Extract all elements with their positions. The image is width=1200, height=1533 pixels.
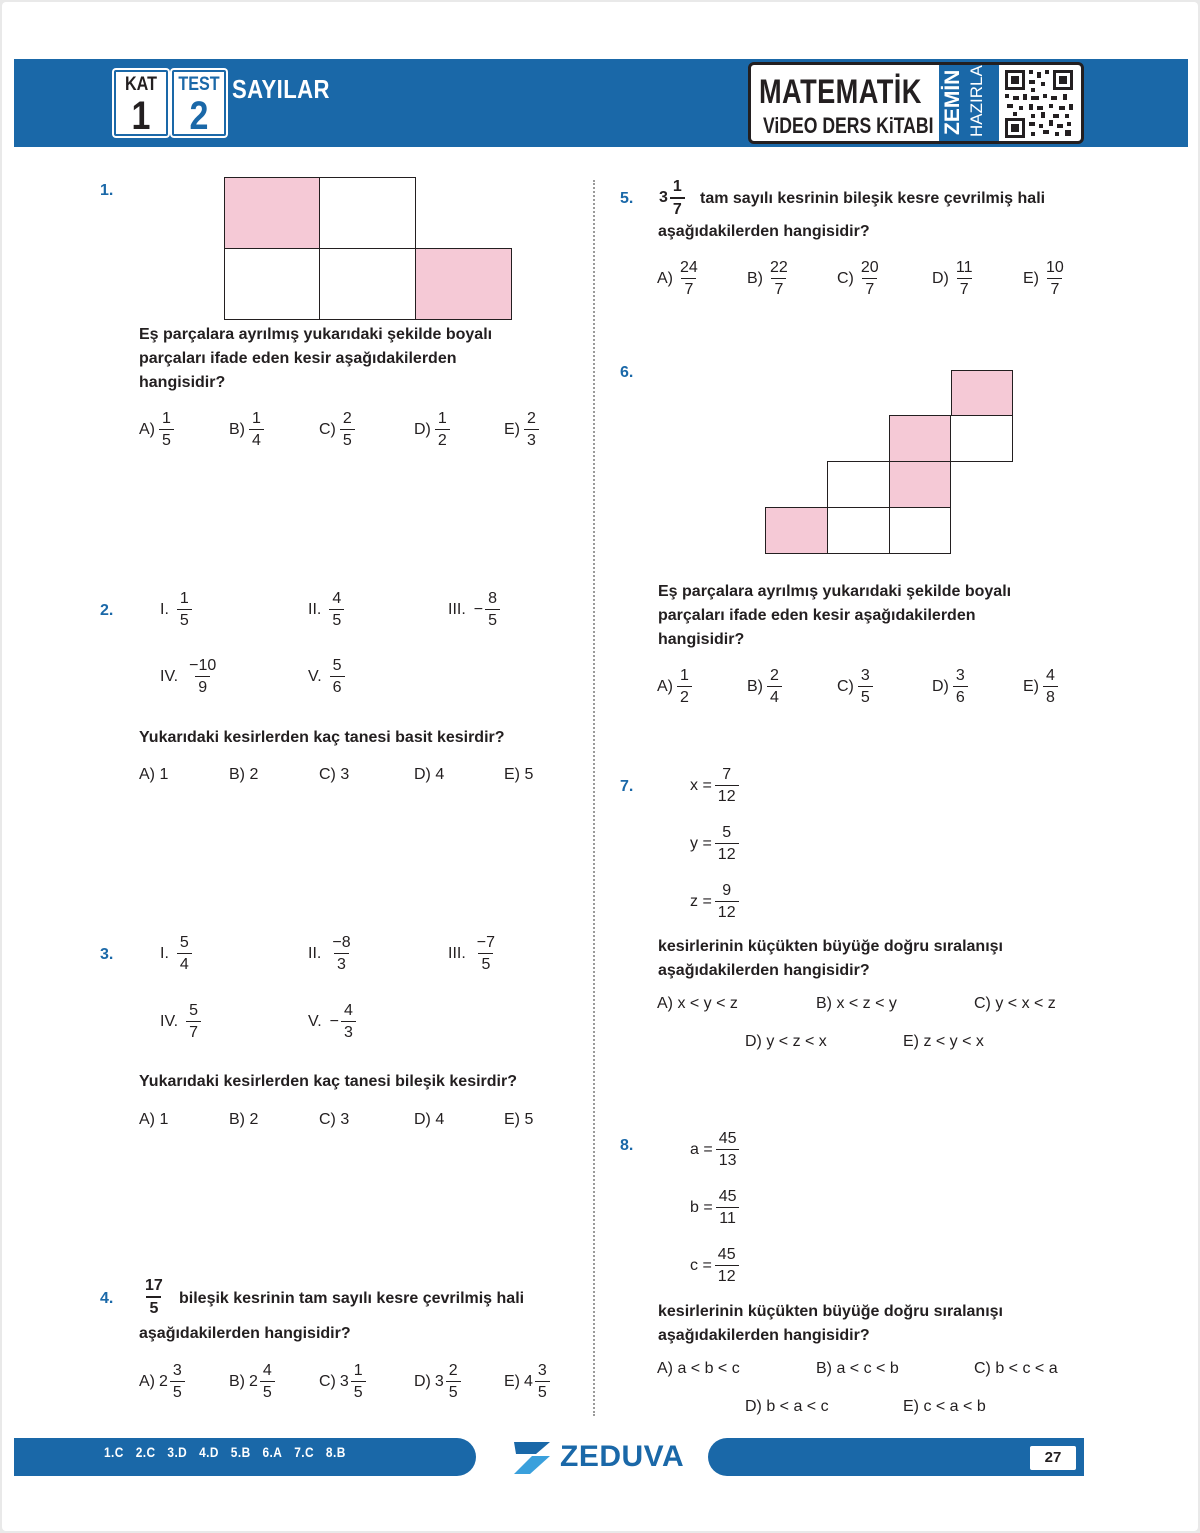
q6-cell [950,415,1013,462]
q5-option-a [657,259,701,298]
q2-item [448,590,500,629]
q2-item-denominator: 5 [329,609,344,629]
q1-option-numerator: 1 [162,410,171,427]
q3-option-e: E) 5 [504,1111,534,1128]
q8-option-c: C) b < c < a [974,1360,1058,1377]
q1-option-label: E) [504,420,520,438]
q1-option-fraction [524,410,539,449]
q5-option-label: C) [837,269,854,287]
q4-option-whole: 3 [434,1372,444,1390]
q4-option-whole: 4 [524,1372,533,1390]
q4-option-denominator: 5 [351,1381,366,1401]
q2-item-numerator: 5 [332,657,342,674]
q5-option-label: D) [932,269,949,287]
q5-option-fraction [767,259,791,298]
q6-option-fraction [1043,667,1058,706]
q1-option-b [229,410,264,449]
q1-option-fraction [340,410,355,449]
q4-question-line1: bileşik kesrinin tam sayılı kesre çevrilmiş hali [179,1290,525,1307]
q7-variable [690,882,739,921]
q3-option-b: B) 2 [229,1111,259,1128]
kat-badge [114,70,168,136]
brand-title: MATEMATİK [759,73,922,111]
q4-option-a [139,1362,185,1401]
q2-item-numerator: 4 [332,590,342,607]
q4-option-label: D) [414,1372,431,1390]
q6-cell [889,507,951,554]
answer-key-item: 1.C [104,1444,124,1460]
answer-key-item: 4.D [199,1444,219,1460]
q5-option-numerator: 20 [860,259,879,276]
q6-question-text: Eş parçalara ayrılmış yukarıdaki şekilde boyalı parçaları ifade eden kesir aşağıdakilerden hangisidir? [658,583,1012,648]
brand-box [748,62,1084,144]
q7-question-text: kesirlerinin küçükten büyüğe doğru sıralanışı aşağıdakilerden hangisidir? [658,938,1003,979]
q3-item-numerator: −7 [476,934,496,951]
q6-option-numerator: 4 [1046,667,1055,684]
q3-item-fraction [329,934,353,973]
q6-cell-shaded [765,507,828,554]
q4-number: 4. [100,1290,114,1307]
q8-variable-denominator: 11 [716,1207,739,1227]
q4-option-numerator: 1 [353,1362,363,1379]
q3-item [160,934,192,973]
q5-option-label: B) [747,269,763,287]
q2-option-d: D) 4 [414,766,445,783]
q7-variable-name: y = [690,834,712,852]
q5-option-denominator: 7 [681,278,696,298]
topic-title: SAYILAR [232,74,330,104]
q2-number: 2. [100,602,114,619]
q3-item-denominator: 5 [478,953,493,973]
q5-whole: 3 [659,189,668,206]
q6-option-label: B) [747,677,763,695]
q4-frac-num: 17 [145,1277,163,1294]
q1-option-denominator: 3 [524,429,539,449]
q3-item-roman: II. [308,944,322,962]
q8-variable-denominator: 12 [715,1265,739,1285]
q8-variable-fraction [715,1246,739,1285]
q1-cell [319,248,416,320]
q4-frac-den: 5 [146,1296,161,1317]
q2-item [160,657,219,696]
q5-option-c [837,259,882,298]
q6-option-label: E) [1023,677,1039,695]
q4-option-numerator: 3 [172,1362,182,1379]
q2-item-numerator: 1 [179,590,189,607]
q2-option-c: C) 3 [319,766,350,783]
q1-option-label: A) [139,420,155,438]
q4-option-fraction [170,1362,185,1401]
q3-item-roman: I. [160,944,169,962]
brand-vertical-2: HAZIRLA [967,65,986,137]
q7-number: 7. [620,778,634,795]
q5-option-fraction [858,259,882,298]
q6-option-c [837,667,873,706]
q3-item-roman: V. [308,1012,322,1030]
q4-option-numerator: 4 [262,1362,272,1379]
q1-number: 1. [100,182,114,199]
q7-variable-denominator: 12 [715,901,739,921]
q6-option-denominator: 2 [677,686,692,706]
q7-variable-name: x = [690,776,712,794]
q6-cell-shaded [951,370,1013,416]
q2-item-roman: IV. [160,667,179,685]
q5-option-denominator: 7 [957,278,972,298]
q2-item-roman: II. [308,600,322,618]
q5-option-numerator: 22 [770,259,788,276]
q2-item-denominator: 6 [330,676,345,696]
q2-item-fraction [329,590,344,629]
q3-item-fraction [186,1002,201,1041]
q3-option-c: C) 3 [319,1111,350,1128]
q5-option-fraction [953,259,976,298]
q4-option-d [414,1362,461,1401]
q8-variable-denominator: 13 [716,1149,740,1169]
q3-item-denominator: 7 [186,1021,201,1041]
q1-option-fraction [249,410,264,449]
q3-item-numerator: 5 [179,934,189,951]
q4-option-denominator: 5 [260,1381,275,1401]
q1-option-c [319,410,355,449]
q3-item [448,934,498,973]
q8-variable-fraction [716,1130,740,1169]
q6-option-d [932,667,968,706]
q8-option-a: A) a < b < c [657,1360,740,1377]
q6-cell-shaded [889,415,951,462]
q6-option-label: C) [837,677,854,695]
q5-option-b [747,259,791,298]
q4-option-fraction [351,1362,366,1401]
q3-number: 3. [100,946,114,963]
q1-option-fraction [159,410,174,449]
q7-variable [690,766,739,805]
q2-item-roman: I. [160,600,169,618]
q8-question-text: kesirlerinin küçükten büyüğe doğru sıralanışı aşağıdakilerden hangisidir? [658,1303,1003,1344]
q1-option-denominator: 5 [340,429,355,449]
q2-question-text: Yukarıdaki kesirlerden kaç tanesi basit kesirdir? [139,729,505,746]
q2-option-e: E) 5 [504,766,534,783]
q3-item-roman: IV. [160,1012,179,1030]
q4-option-fraction [260,1362,275,1401]
q8-number: 8. [620,1137,634,1154]
brand-subtitle: ViDEO DERS KiTABI [763,113,934,138]
q5-option-denominator: 7 [1047,278,1062,298]
q6-number: 6. [620,364,634,381]
q5-frac-den: 7 [670,197,685,218]
q8-variable-numerator: 45 [718,1188,737,1205]
q8-variable-name: b = [690,1198,713,1216]
zeduva-logo-icon [510,1440,554,1476]
q6-option-denominator: 4 [767,686,782,706]
q6-option-denominator: 8 [1043,686,1058,706]
footer-bar-right [708,1438,1084,1476]
page-number: 27 [1030,1446,1076,1470]
q5-option-numerator: 10 [1046,259,1064,276]
q1-option-numerator: 2 [342,410,352,427]
q4-option-denominator: 5 [446,1381,461,1401]
q2-item-denominator: 5 [177,609,192,629]
q5-question-line1: tam sayılı kesrinin bileşik kesre çevrilmiş hali [700,190,1046,207]
q6-option-label: D) [932,677,949,695]
q7-option-d: D) y < z < x [745,1033,827,1050]
q1-option-a [139,410,174,449]
q4-option-fraction [446,1362,461,1401]
q2-item-numerator: −10 [189,657,217,674]
q2-option-a: A) 1 [139,766,169,783]
q1-cell [224,248,320,320]
q2-item-fraction [186,657,219,696]
answer-key-item: 6.A [262,1444,283,1460]
q8-variable-name: c = [690,1256,712,1274]
q1-option-d [414,410,450,449]
answer-key-item: 5.B [230,1444,251,1460]
q7-variable-numerator: 5 [722,824,732,841]
q5-option-numerator: 24 [680,259,698,276]
q1-option-e [504,410,539,449]
q6-option-b [747,667,782,706]
q3-option-a: A) 1 [139,1111,169,1128]
q5-option-label: A) [657,269,673,287]
q4-option-numerator: 2 [448,1362,458,1379]
kat-label: KAT [124,74,157,95]
q8-option-b: B) a < c < b [816,1360,899,1377]
answer-key-item: 3.D [167,1444,188,1460]
answer-key-item: 8.B [325,1444,346,1460]
q4-option-fraction [535,1362,550,1401]
q5-option-denominator: 7 [771,278,786,298]
q7-option-a: A) x < y < z [657,995,738,1012]
q3-item [308,934,354,973]
q1-option-numerator: 1 [437,410,447,427]
q6-option-a [657,667,692,706]
q7-variable-fraction [715,766,739,805]
q4-option-whole: 2 [159,1372,168,1390]
q1-option-denominator: 2 [435,429,450,449]
q3-item-numerator: −8 [332,934,351,951]
q1-cell-shaded [415,248,512,320]
q8-variable-numerator: 45 [718,1130,737,1147]
q4-option-label: B) [229,1372,245,1390]
q6-option-fraction [858,667,873,706]
q2-item [308,657,345,696]
q1-cell [319,177,416,249]
q2-item [160,590,192,629]
q4-option-e [504,1362,550,1401]
q6-option-numerator: 3 [860,667,870,684]
test-label: TEST [178,74,220,95]
kat-value: 1 [131,94,151,138]
q2-option-b: B) 2 [229,766,259,783]
q6-option-fraction [767,667,782,706]
q5-number: 5. [620,190,634,207]
answer-key [104,1444,358,1460]
q6-option-denominator: 6 [953,686,968,706]
q6-cell [827,507,890,554]
q6-cell [827,461,890,508]
q5-frac-num: 1 [672,178,682,195]
q2-item-roman: III. [448,600,466,618]
brand-logo-text: ZEDUVA [560,1440,685,1473]
q6-option-denominator: 5 [858,686,873,706]
q1-option-label: C) [319,420,336,438]
q3-item-denominator: 4 [177,953,192,973]
q8-option-d: D) b < a < c [745,1398,829,1415]
q8-option-e: E) c < a < b [903,1398,986,1415]
q1-option-label: B) [229,420,245,438]
q3-item-denominator: 3 [334,953,349,973]
q7-variable-denominator: 12 [715,785,739,805]
q3-item-numerator: 5 [189,1002,198,1019]
q5-option-denominator: 7 [862,278,877,298]
q5-option-fraction [677,259,701,298]
q6-option-label: A) [657,677,673,695]
q8-variable [690,1130,739,1169]
q2-item-fraction [177,590,192,629]
brand-vertical-1: ZEMİN [941,69,964,135]
q4-option-whole: 3 [339,1372,349,1390]
q6-option-fraction [953,667,968,706]
q7-variable [690,824,739,863]
q5-mixed-number [659,178,685,218]
qr-code-icon[interactable] [1003,68,1075,140]
test-value: 2 [189,94,209,138]
q8-variable-fraction [716,1188,740,1227]
q3-item-fraction [474,934,498,973]
q2-item-denominator: 9 [195,676,210,696]
q3-item-numerator: 4 [344,1002,353,1019]
q3-item-denominator: 3 [341,1021,356,1041]
q1-option-denominator: 5 [159,429,174,449]
q6-cell-shaded [889,461,951,508]
q2-item-fraction [485,590,500,629]
q4-option-denominator: 5 [535,1381,550,1401]
q1-cell-shaded [224,177,320,249]
q4-option-c [319,1362,366,1401]
q8-variable-numerator: 45 [717,1246,736,1263]
q5-option-label: E) [1023,269,1039,287]
q5-option-numerator: 11 [955,259,973,276]
q7-variable-numerator: 7 [722,766,732,783]
q7-variable-denominator: 12 [715,843,739,863]
q3-question-text: Yukarıdaki kesirlerden kaç tanesi bileşik kesirdir? [139,1073,517,1090]
q8-variable-name: a = [690,1140,713,1158]
q8-variable [690,1246,739,1285]
q4-option-b [229,1362,275,1401]
q3-item-fraction [177,934,192,973]
q3-item-sign: − [329,1012,339,1030]
column-separator [593,180,595,1416]
q7-option-c: C) y < x < z [974,995,1056,1012]
q2-item [308,590,344,629]
q4-option-numerator: 3 [537,1362,547,1379]
q1-option-denominator: 4 [249,429,264,449]
q7-variable-numerator: 9 [722,882,732,899]
q3-item [160,1002,201,1041]
q4-option-denominator: 5 [170,1381,185,1401]
q1-option-fraction [435,410,450,449]
q1-option-numerator: 2 [527,410,536,427]
q1-option-label: D) [414,420,431,438]
q4-option-label: A) [139,1372,155,1390]
q1-question-text: Eş parçalara ayrılmış yukarıdaki şekilde boyalı parçaları ifade eden kesir aşağıdakilerden hangisidir? [139,326,493,391]
q5-option-d [932,259,976,298]
q8-variable [690,1188,739,1227]
q7-option-e: E) z < y < x [903,1033,984,1050]
q2-item-roman: V. [308,667,322,685]
q7-option-b: B) x < z < y [816,995,897,1012]
q6-option-fraction [677,667,692,706]
q7-variable-fraction [715,882,739,921]
q2-item-denominator: 5 [485,609,500,629]
q6-option-numerator: 2 [770,667,779,684]
q7-variable-fraction [715,824,739,863]
q5-option-fraction [1043,259,1067,298]
test-badge [172,70,226,136]
q7-variable-name: z = [690,892,712,910]
q6-option-e [1023,667,1058,706]
q3-option-d: D) 4 [414,1111,445,1128]
q4-question-line2: aşağıdakilerden hangisidir? [139,1325,351,1342]
q4-option-label: C) [319,1372,336,1390]
answer-key-item: 2.C [135,1444,156,1460]
q2-item-sign: − [473,600,484,618]
q3-item-roman: III. [448,944,466,962]
q1-option-numerator: 1 [252,410,261,427]
q2-item-numerator: 8 [488,590,498,607]
q5-option-e [1023,259,1067,298]
q4-option-label: E) [504,1372,520,1390]
answer-key-item: 7.C [294,1444,315,1460]
q6-option-numerator: 1 [680,667,689,684]
q2-item-fraction [330,657,345,696]
q4-option-whole: 2 [249,1372,258,1390]
q3-item-fraction [341,1002,356,1041]
q4-fraction [142,1277,166,1317]
q3-item [308,1002,356,1041]
q5-question-line2: aşağıdakilerden hangisidir? [658,223,870,240]
q6-option-numerator: 3 [955,667,965,684]
